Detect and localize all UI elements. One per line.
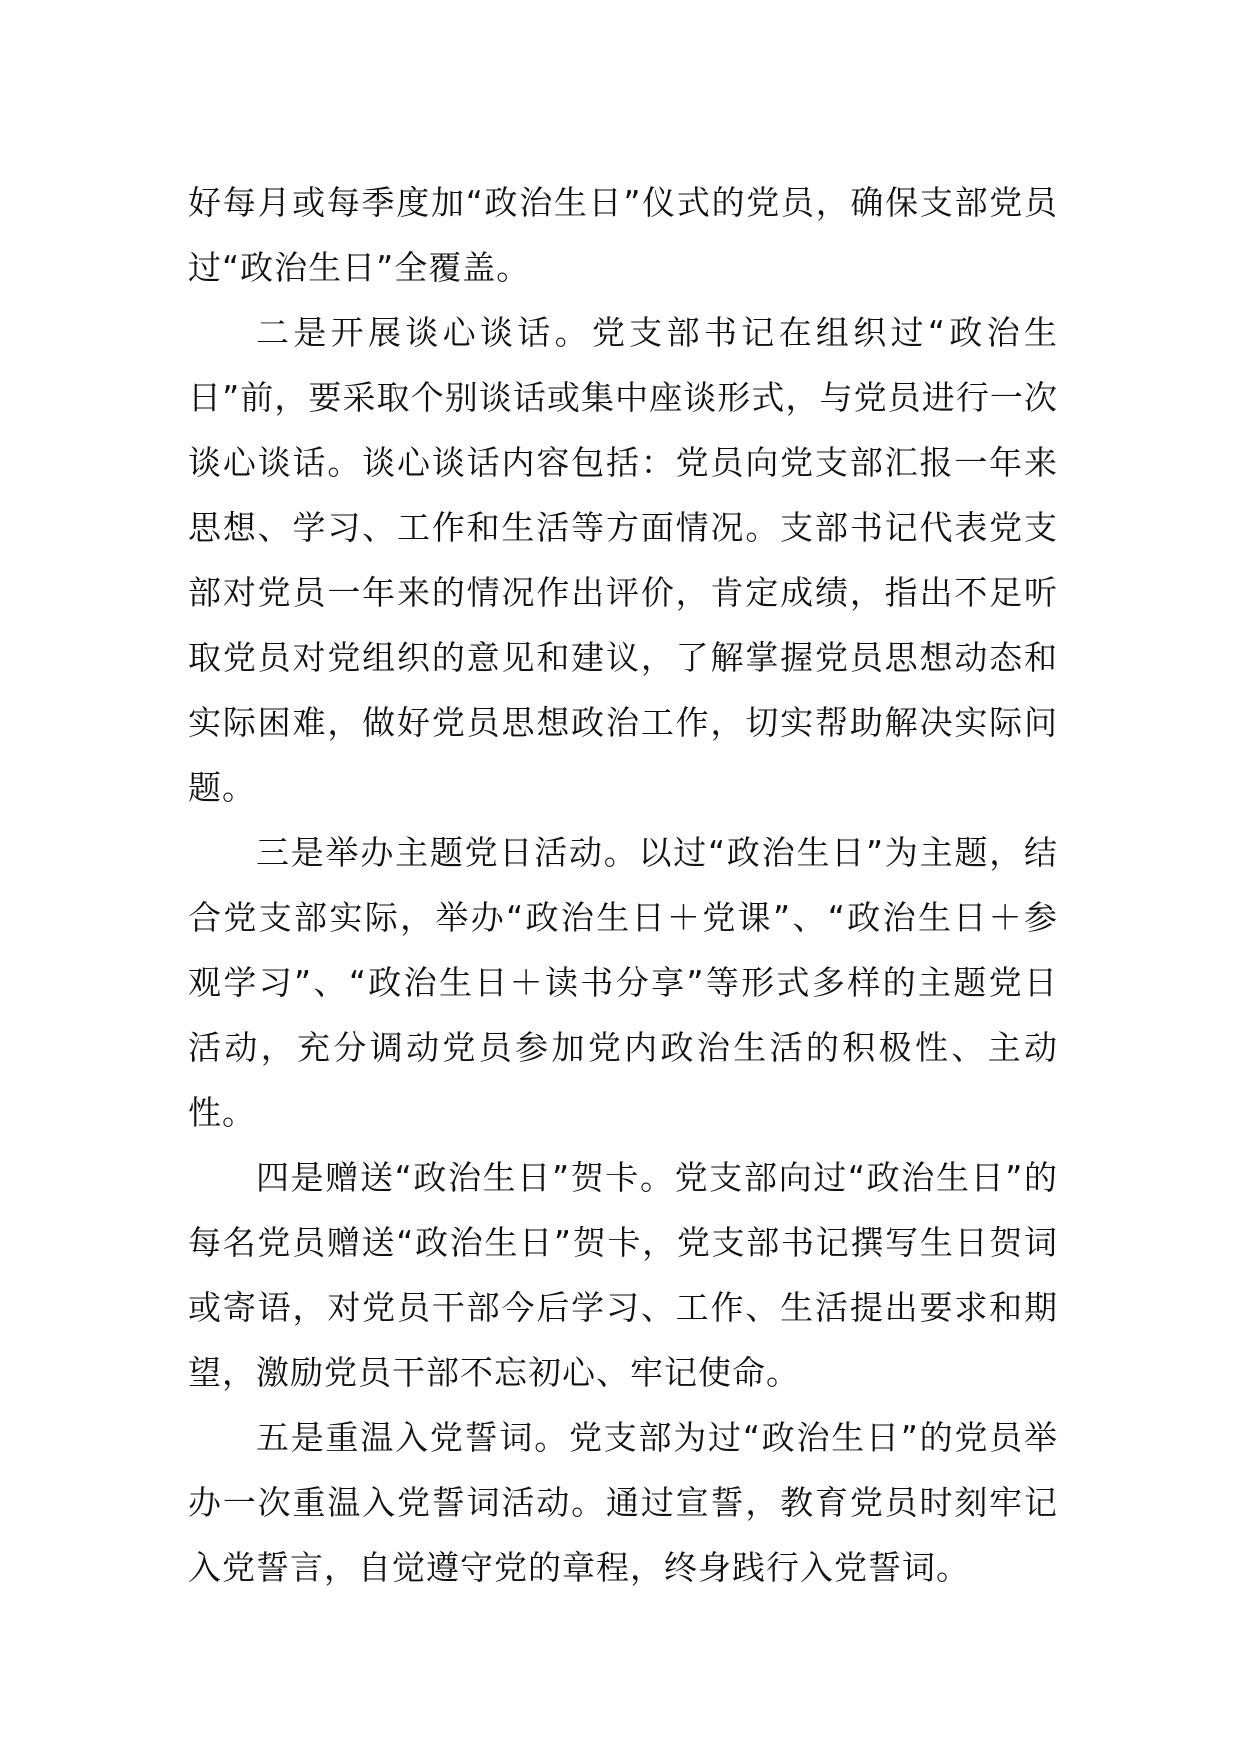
paragraph-theme-day: 三是举办主题党日活动。以过“政治生日”为主题，结合党支部实际，举办“政治生日＋党课”、“政治生日＋参观学习”、“政治生日＋读书分享”等形式多样的主题党日活动，充分调动党员参加党内政治生活的积极性、主动性。 xyxy=(188,833,1058,1132)
paragraph-oath: 五是重温入党誓词。党支部为过“政治生日”的党员举办一次重温入党誓词活动。通过宣誓，教育党员时刻牢记入党誓言，自觉遵守党的章程，终身践行入党誓词。 xyxy=(188,1418,1058,1587)
document-body xyxy=(188,170,1058,1600)
paragraph-greeting-card: 四是赠送“政治生日”贺卡。党支部向过“政治生日”的每名党员赠送“政治生日”贺卡，党支部书记撰写生日贺词或寄语，对党员干部今后学习、工作、生活提出要求和期望，激励党员干部不忘初心、牢记使命。 xyxy=(188,1158,1058,1392)
paragraph-talk: 二是开展谈心谈话。党支部书记在组织过“政治生日”前，要采取个别谈话或集中座谈形式，与党员进行一次谈心谈话。谈心谈话内容包括：党员向党支部汇报一年来思想、学习、工作和生活等方面情况。支部书记代表党支部对党员一年来的情况作出评价，肯定成绩，指出不足听取党员对党组织的意见和建议，了解掌握党员思想动态和实际困难，做好党员思想政治工作，切实帮助解决实际问题。 xyxy=(188,313,1058,807)
paragraph-continuation: 好每月或每季度加“政治生日”仪式的党员，确保支部党员过“政治生日”全覆盖。 xyxy=(188,183,1058,287)
